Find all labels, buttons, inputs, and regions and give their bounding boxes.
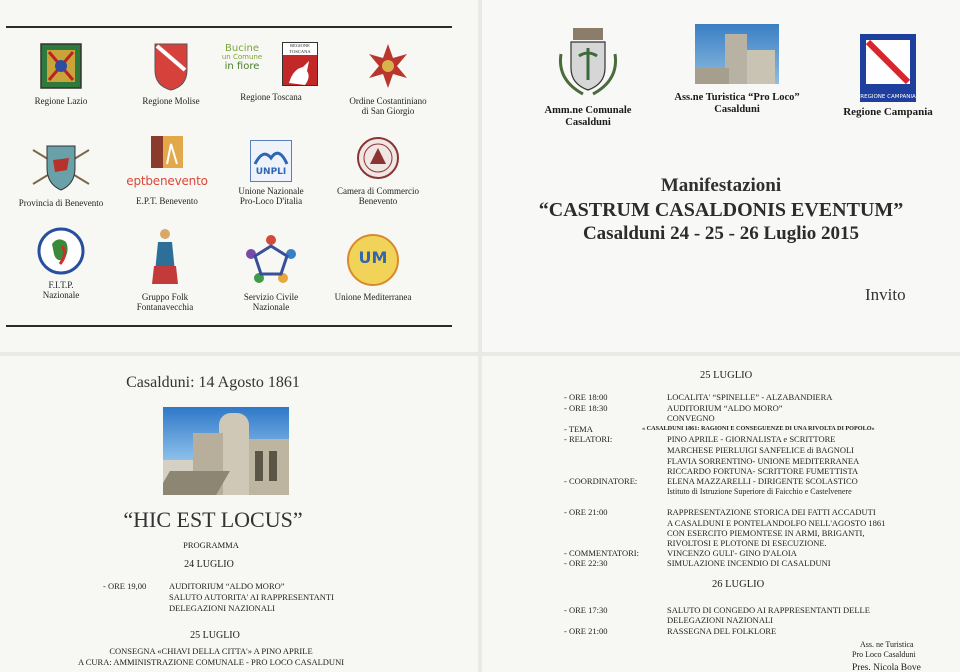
unpli-icon: UNPLI (250, 140, 292, 182)
program-line: VINCENZO GULI'- GINO D'ALOIA (667, 548, 797, 558)
logo-caption: Camera di Commercio Benevento (337, 186, 419, 206)
ept-brand: eptbenevento (126, 174, 208, 188)
logo-unpli (216, 140, 326, 206)
org-pro-loco (662, 24, 812, 116)
logo-unione-mediterranea (318, 234, 428, 302)
program-line: RICCARDO FORTUNA- SCRITTORE FUMETTISTA (667, 466, 859, 476)
program-line: SIMULAZIONE INCENDIO DI CASALDUNI (667, 558, 831, 568)
benevento-shield-icon (29, 140, 93, 194)
time-label: - COMMENTATORI: (564, 548, 639, 558)
programma-label: PROGRAMMA (183, 540, 239, 550)
program-line: SALUTO DI CONGEDO AI RAPPRESENTANTI DELLE (667, 605, 870, 615)
program-line: CON ESERCITO PIEMONTESE IN ARMI, BRIGANTI, (667, 528, 865, 538)
program-line: MARCHESE PIERLUIGI SANFELICE di BAGNOLI (667, 445, 854, 455)
program-line: FLAVIA SORRENTINO- UNIONE MEDITERRANEA (667, 456, 860, 466)
time-label: - ORE 19,00 (103, 581, 147, 591)
star-people-icon (243, 232, 299, 288)
ept-logo-icon (147, 134, 187, 170)
title-dates: Casalduni 24 - 25 - 26 Luglio 2015 (582, 223, 860, 244)
logo-caption: Gruppo Folk Fontanavecchia (136, 292, 194, 312)
program-detail-panel (482, 356, 960, 672)
program-line: RIVOLTOSI E PLOTONE DI ESECUZIONE. (667, 538, 827, 548)
program-line: DELEGAZIONI NAZIONALI (169, 603, 275, 613)
logo-caption: Unione Mediterranea (334, 292, 412, 302)
logo-caption: Unione Nazionale Pro-Loco D'italia (238, 186, 304, 206)
program-line: AUDITORIUM “ALDO MORO” (667, 403, 783, 413)
bottom-rule (6, 325, 452, 327)
logo-camera-commercio (318, 134, 438, 206)
program-line: CONSEGNA «CHIAVI DELLA CITTA'» A PINO APRILE (109, 646, 313, 656)
program-line: « CASALDUNI 1861: RAGIONI E CONSEGUENZE DI UNA RIVOLTA DI POPOLO» (642, 425, 875, 432)
day-24-label: 24 LUGLIO (184, 559, 234, 570)
org-pro-loco-label: Ass.ne Turistica “Pro Loco” Casalduni (674, 92, 800, 115)
time-label: - ORE 22:30 (564, 558, 608, 568)
program-line: PINO APRILE - GIORNALISTA e SCRITTORE (667, 434, 836, 444)
patrons-panel (0, 0, 478, 352)
time-label: - ORE 18:30 (564, 403, 608, 413)
logo-regione-lazio (6, 40, 116, 106)
bucine-brand: Bucine un Comune in fiore (221, 43, 263, 72)
org-campania (828, 34, 948, 118)
time-label: - ORE 18:00 (564, 392, 608, 402)
logo-regione-molise (116, 40, 226, 106)
logo-caption: E.P.T. Benevento (136, 196, 198, 206)
molise-shield-icon (151, 40, 191, 92)
invitation-cover-panel (482, 0, 960, 352)
program-line: Istituto di Istruzione Superiore di Faicchio e Castelvenere (667, 487, 852, 496)
heading-date: Casalduni: 14 Agosto 1861 (126, 374, 300, 391)
program-line: A CURA: AMMINISTRAZIONE COMUNALE - PRO LOCO CASALDUNI (77, 657, 345, 667)
title-manifestazioni: Manifestazioni (660, 175, 782, 196)
motto: “HIC EST LOCUS” (123, 507, 303, 532)
program-line: DELEGAZIONI NAZIONALI (667, 615, 773, 625)
logo-regione-toscana (212, 40, 330, 102)
logo-caption: Regione Lazio (34, 96, 88, 106)
program-line: ELENA MAZZARELLI - DIRIGENTE SCOLASTICO (667, 476, 858, 486)
day-26-heading: 26 LUGLIO (712, 579, 765, 590)
seal-icon (354, 134, 402, 182)
castle-photo-icon (695, 24, 779, 84)
logo-caption: Provincia di Benevento (18, 198, 104, 208)
day-25-label: 25 LUGLIO (190, 630, 240, 641)
invito-label: Invito (865, 285, 906, 304)
time-label: - ORE 21:00 (564, 507, 608, 517)
logo-provincia-benevento (6, 140, 116, 208)
org-comune-label: Amm.ne Comunale Casalduni (544, 105, 632, 128)
um-circle-icon: UM (347, 234, 399, 286)
day-25-heading: 25 LUGLIO (700, 370, 753, 381)
campania-flag-icon: REGIONE CAMPANIA (860, 34, 916, 102)
logo-caption: Servizio Civile Nazionale (243, 292, 299, 312)
signature-line: Pres. Nicola Bove (852, 663, 921, 672)
program-line: AUDITORIUM “ALDO MORO” (169, 581, 285, 591)
logo-caption: F.I.T.P. Nazionale (42, 280, 80, 300)
logo-caption: Regione Molise (142, 96, 200, 106)
toscana-pegasus-icon: REGIONE TOSCANA (282, 42, 318, 86)
program-line: SALUTO AUTORITA' AI RAPPRESENTANTI (169, 592, 334, 602)
logo-caption: Ordine Costantiniano di San Giorgio (349, 96, 427, 116)
program-line: LOCALITA' “SPINELLE” - ALZABANDIERA (667, 392, 833, 402)
program-intro-panel (0, 356, 478, 672)
time-label: - TEMA (564, 424, 593, 434)
logo-gruppo-folk (110, 226, 220, 312)
time-label: - RELATORI: (564, 434, 613, 444)
logo-ordine-costantiniano (326, 40, 450, 116)
program-line: CONVEGNO (667, 413, 715, 423)
program-line: A CASALDUNI E PONTELANDOLFO NELL'AGOSTO 1861 (667, 518, 886, 528)
org-comune (540, 24, 636, 129)
top-rule (6, 26, 452, 28)
program-line: RAPPRESENTAZIONE STORICA DEI FATTI ACCADUTI (667, 507, 876, 517)
signature-line: Ass. ne Turistica (860, 640, 914, 649)
lazio-shield-icon (37, 40, 85, 92)
org-campania-label: Regione Campania (843, 106, 933, 118)
title-event: “CASTRUM CASALDONIS EVENTUM” (538, 199, 904, 221)
time-label: - COORDINATORE: (564, 476, 638, 486)
castle-photo (163, 407, 289, 495)
cross-icon (363, 40, 413, 92)
logo-fitp (6, 226, 116, 300)
signature-line: Pro Loco Casalduni (852, 650, 916, 659)
logo-ept-benevento (112, 134, 222, 206)
time-label: - ORE 21:00 (564, 626, 608, 636)
logo-caption: Regione Toscana (240, 92, 302, 102)
logo-servizio-civile (216, 232, 326, 312)
comune-crest-icon (553, 24, 623, 100)
time-label: - ORE 17:30 (564, 605, 608, 615)
fitp-circle-icon (36, 226, 86, 276)
folk-figure-icon (148, 226, 182, 288)
program-line: RASSEGNA DEL FOLKLORE (667, 626, 777, 636)
